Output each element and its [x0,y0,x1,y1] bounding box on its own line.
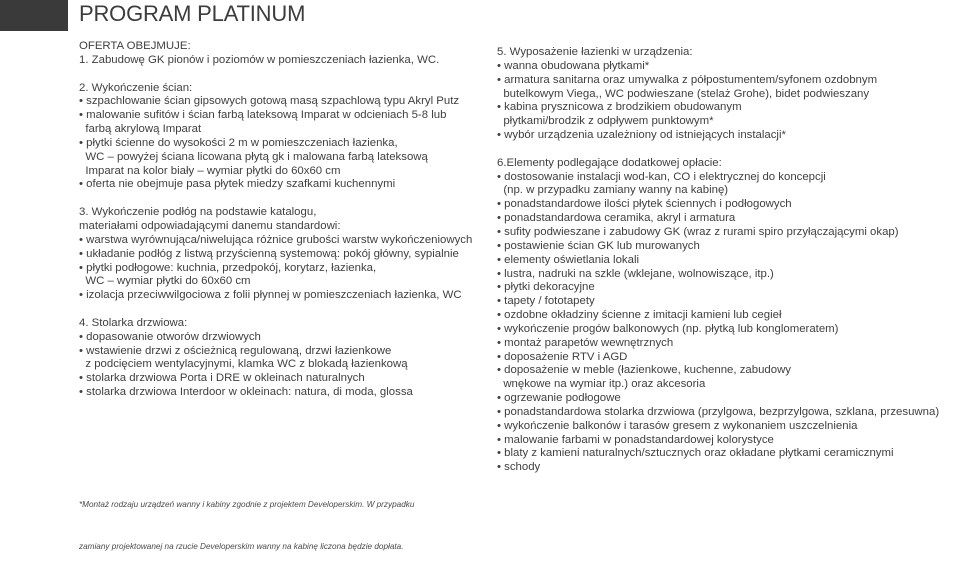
bullet-item: • elementy oświetlania lokali [497,253,640,266]
offer-scope-column [79,40,479,400]
bullet-item: • kabina prysznicowa z brodzikiem obudowanym [497,101,742,114]
section-heading: 6.Elementy podlegające dodatkowej opłacie: [497,156,722,169]
spacer [79,192,479,206]
bullet-item: • tapety / fototapety [497,295,595,308]
section-heading: 2. Wykończenie ścian: [79,81,193,94]
bullet-item: • wstawienie drzwi z ościeżnicą regulowaną, drzwi łazienkowe [79,344,392,357]
bullet-item: • oferta nie obejmuje pasa płytek miedzy szafkami kuchennymi [79,178,396,191]
footnote-line: zamiany projektowanej na rzucie Developerskim wanny na kabinę liczona będzie dopłata. [79,542,404,551]
text-line: płytkami/brodzik z odpływem punktowym* [497,115,714,128]
bullet-item: • szpachlowanie ścian gipsowych gotową masą szpachlową typu Akryl Putz [79,95,460,108]
equipment-extras-column [497,40,957,475]
text-line: WC – wymiar płytki do 60x60 cm [79,275,251,288]
spacer [79,303,479,317]
bullet-item: • wybór urządzenia uzależniony od istniejących instalacji* [497,129,786,142]
spacer [79,68,479,82]
text-line: z podcięciem wentylacyjnymi, klamka WC z blokadą łazienkową [79,358,408,371]
bullet-item: • lustra, nadruki na szkle (wklejane, wolnowiszące, itp.) [497,267,774,280]
bullet-item: • ogrzewanie podłogowe [497,392,621,405]
bullet-item: • montaż parapetów wewnętrznych [497,336,674,349]
bullet-item: • malowanie sufitów i ścian farbą lateksową Imparat w odcieniach 5-8 lub [79,109,447,122]
section-heading: 1. Zabudowę GK pionów i poziomów w pomieszczeniach łazienka, WC. [79,53,440,66]
bullet-item: • ozdobne okładziny ścienne z imitacji kamieni lub cegieł [497,309,782,322]
footnote [79,470,414,568]
bullet-item: • dopasowanie otworów drzwiowych [79,330,261,343]
bullet-item: • płytki podłogowe: kuchnia, przedpokój, korytarz, łazienka, [79,261,377,274]
bullet-item: • malowanie farbami w ponadstandardowej kolorystyce [497,433,774,446]
text-line: Imparat na kolor biały – wymiar płytki do 60x60 cm [79,164,341,177]
bullet-item: • wykończenie balkonów i tarasów gresem z wykonaniem uszczelnienia [497,419,858,432]
bullet-item: • blaty z kamieni naturalnych/sztucznych oraz okładane płytkami ceramicznymi [497,447,894,460]
bullet-item: • schody [497,461,541,474]
bullet-item: • wykończenie progów balkonowych (np. płytką lub konglomeratem) [497,322,839,335]
page-title: PROGRAM PLATINUM [79,1,306,26]
bullet-item: • warstwa wyrównująca/niwelująca różnice grubości warstw wykończeniowych [79,233,473,246]
bullet-item: • ponadstandardowe ilości płytek ściennych i podłogowych [497,198,792,211]
bullet-item: • postawienie ścian GK lub murowanych [497,239,700,252]
text-line: (np. w przypadku zamiany wanny na kabinę) [497,184,729,197]
text-line: WC – powyżej ściana licowana płytą gk i malowana farbą lateksową [79,150,428,163]
bullet-item: • ponadstandardowa ceramika, akryl i armatura [497,212,736,225]
bullet-item: • dostosowanie instalacji wod-kan, CO i elektrycznej do koncepcji [497,170,826,183]
bullet-item: • stolarka drzwiowa Porta i DRE w okleinach naturalnych [79,372,365,385]
section-heading: 4. Stolarka drzwiowa: [79,316,188,329]
section-heading: 3. Wykończenie podłóg na podstawie katalogu, [79,206,317,219]
bullet-item: • wanna obudowana płytkami* [497,59,650,72]
bullet-item: • ponadstandardowa stolarka drzwiowa (przylgowa, bezprzylgowa, szklana, przesuwna) [497,405,940,418]
bullet-item: • układanie podłóg z listwą przyścienną systemową: pokój główny, sypialnie [79,247,459,260]
bullet-item: • stolarka drzwiowa Interdoor w okleinach: natura, di moda, glossa [79,386,413,399]
bullet-item: • sufity podwieszane i zabudowy GK (wraz z rurami spiro przyłączającymi okap) [497,225,899,238]
bullet-item: • armatura sanitarna oraz umywalka z półpostumentem/syfonem ozdobnym [497,73,878,86]
section-heading: OFERTA OBEJMUJE: [79,40,191,52]
text-line: farbą akrylową Imparat [79,123,202,136]
spacer [497,143,957,157]
bullet-item: • płytki dekoracyjne [497,281,595,294]
section-heading: 5. Wyposażenie łazienki w urządzenia: [497,46,693,58]
text-line: butelkowym Viega,, WC podwieszane (stelaż Grohe), bidet podwieszany [497,87,870,100]
text-line: wnękowe na wymiar itp.) oraz akcesoria [497,378,706,391]
bullet-item: • doposażenie w meble (łazienkowe, kuchenne, zabudowy [497,364,791,377]
bullet-item: • doposażenie RTV i AGD [497,350,628,363]
bullet-item: • płytki ścienne do wysokości 2 m w pomieszczeniach łazienka, [79,136,398,149]
title-accent-bar [0,0,68,31]
bullet-item: • izolacja przeciwwilgociowa z folii płynnej w pomieszczeniach łazienka, WC [79,289,462,302]
footnote-line: *Montaż rodzaju urządzeń wanny i kabiny zgodnie z projektem Developerskim. W przypadku [79,500,415,509]
section-heading: materiałami odpowiadającymi danemu standardowi: [79,219,341,232]
